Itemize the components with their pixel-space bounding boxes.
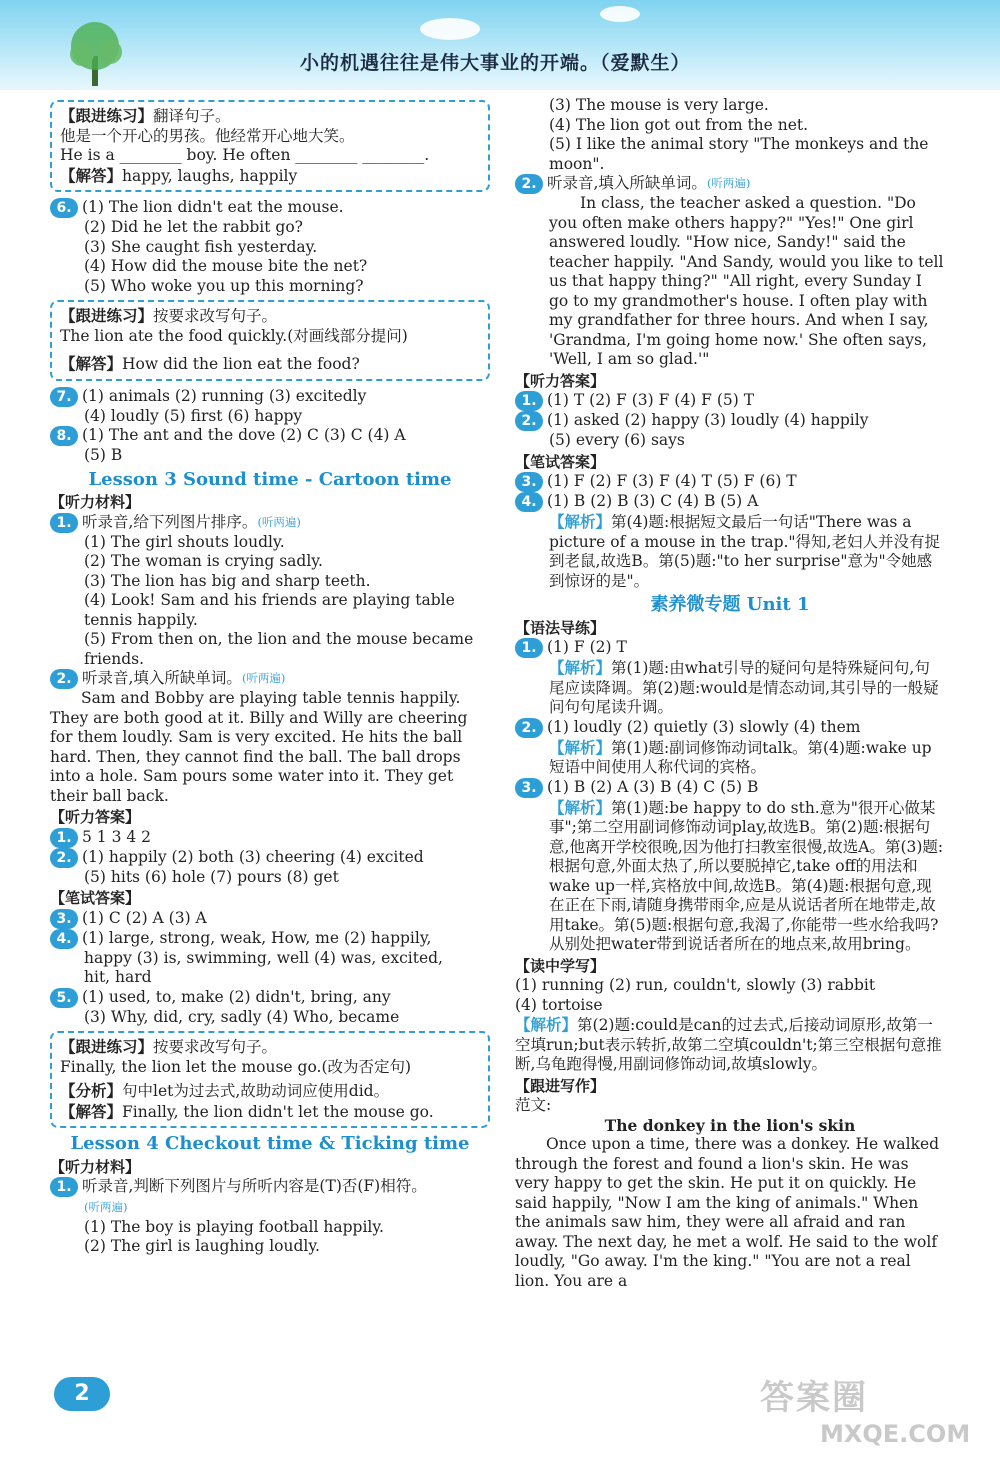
- answer-line: (3) She caught fish yesterday.: [84, 237, 318, 256]
- tree-icon: [60, 18, 130, 88]
- question-number: 1.: [515, 391, 543, 411]
- topic-title: 素养微专题 Unit 1: [650, 594, 810, 615]
- answer-line: (1) animals (2) running (3) excitedly: [82, 386, 367, 405]
- question-number: 4.: [515, 492, 543, 512]
- answer-line: (4) tortoise: [515, 995, 603, 1014]
- sample-label: 范文:: [515, 1096, 552, 1114]
- analysis-tag: 【解析】: [549, 797, 612, 817]
- answer-3: [515, 472, 945, 492]
- question-number: 2.: [515, 718, 543, 738]
- box-instruction: 翻译句子。: [153, 107, 231, 125]
- answer-1: [50, 828, 490, 848]
- question-number: 7.: [50, 387, 78, 407]
- answer-line: (3) The mouse is very large.: [549, 96, 769, 114]
- analysis-tag: 【解析】: [549, 512, 612, 531]
- analysis-tag: 【解析】: [549, 658, 612, 677]
- answer-line: (1) T (2) F (3) F (4) F (5) T: [547, 391, 755, 409]
- box-english: Finally, the lion let the mouse go.(改为否定句): [60, 1057, 412, 1076]
- answer-line: (1) The lion didn't eat the mouse.: [82, 198, 344, 216]
- cloud-icon: [420, 18, 480, 40]
- essay-text: Once upon a time, there was a donkey. He walked through the forest and found a lion's skin. He was very happy to get the skin. He put it on quickly. He said happily, "Now I am the king of animals." When the animals saw him, they were all afraid and ran away. The next day, he met a wolf. He said to the wolf loudly, "Go away. I'm the king." "You are not a real lion. You are a: [515, 1135, 940, 1290]
- answer-line: (1) C (2) A (3) A: [82, 908, 207, 927]
- section-heading: 【听力答案】: [50, 808, 141, 826]
- box-tag: 【跟进练习】: [60, 1037, 154, 1056]
- question-8: [50, 426, 490, 446]
- answer-line: (1) B (2) A (3) B (4) C (5) B: [547, 777, 759, 796]
- question-instruction: 听录音,给下列图片排序。: [82, 512, 258, 531]
- analysis-text: 第(1)题:副词修饰动词talk。第(4)题:wake up短语中间使用人称代词的宾格。: [549, 738, 932, 776]
- question-number: 3.: [515, 472, 543, 492]
- grammar-3: [515, 778, 945, 798]
- question-instruction: 听录音,填入所缺单词。: [82, 669, 242, 687]
- answer-5: [50, 988, 490, 1008]
- section-heading: 【语法导练】: [515, 618, 606, 637]
- question-number: 3.: [50, 909, 78, 929]
- answer-line: 5 1 3 4 2: [82, 827, 152, 846]
- answer-line: (1) B (2) B (3) C (4) B (5) A: [547, 492, 759, 510]
- listen-q1b: [50, 1177, 490, 1197]
- section-heading: 【读中学写】: [515, 956, 606, 975]
- listen-note: (听两遍): [257, 514, 301, 529]
- answer-line: (1) happily (2) both (3) cheering (4) excited: [82, 847, 424, 866]
- analysis-tag: 【解析】: [549, 737, 612, 757]
- answer-line: (1) running (2) run, couldn't, slowly (3) rabbit: [515, 976, 876, 994]
- answer-line: (1) The ant and the dove (2) C (3) C (4) A: [82, 426, 406, 444]
- watermark-url: MXQE.COM: [820, 1420, 971, 1448]
- header-motto: 小的机遇往往是伟大事业的开端。（爱默生）: [300, 52, 691, 74]
- answer-line: (4) loudly (5) first (6) happy: [84, 406, 303, 425]
- answer-line: (1) F (2) T: [547, 638, 627, 656]
- answer-4: [50, 929, 490, 949]
- question-number: 1.: [515, 638, 543, 658]
- essay-title: The donkey in the lion's skin: [604, 1115, 856, 1135]
- question-number: 4.: [50, 929, 78, 949]
- answer-text: Finally, the lion didn't let the mouse go.: [122, 1102, 434, 1121]
- answer-line: (4) How did the mouse bite the net?: [84, 257, 368, 275]
- question-number: 1.: [50, 1177, 78, 1197]
- answer-line: (5) hits (6) hole (7) pours (8) get: [84, 867, 339, 886]
- answer-line: (1) The girl shouts loudly.: [84, 532, 285, 551]
- box-hint: (对画线部分提问): [287, 326, 408, 345]
- answer-1: [515, 391, 945, 411]
- analysis-text: 句中let为过去式,故助动词应使用did。: [122, 1082, 390, 1100]
- answer-3: [50, 909, 490, 929]
- answer-line: (1) F (2) F (3) F (4) T (5) F (6) T: [547, 472, 797, 490]
- box-instruction: 按要求改写句子。: [153, 307, 278, 325]
- question-instruction: 听录音,判断下列图片与所听内容是(T)否(F)相符。: [82, 1177, 427, 1195]
- right-column: [515, 96, 945, 1291]
- answer-line: (2) Did he let the rabbit go?: [84, 218, 303, 236]
- answer-text: How did the lion eat the food?: [122, 355, 360, 373]
- lesson-3-title: Lesson 3 Sound time - Cartoon time: [88, 468, 452, 490]
- grammar-2: [515, 718, 945, 738]
- answer-line: (1) The boy is playing football happily.: [84, 1217, 384, 1236]
- section-heading: 【跟进写作】: [515, 1076, 606, 1095]
- box-tag: 【跟进练习】: [60, 306, 154, 325]
- answer-line: (1) asked (2) happy (3) loudly (4) happily: [547, 411, 869, 429]
- analysis-text: 第(1)题:由what引导的疑问句是特殊疑问句,句尾应读降调。第(2)题:would是情态动词,其引导的一般疑问句句尾读升调。: [549, 659, 939, 716]
- question-number: 8.: [50, 426, 78, 446]
- question-number: 1.: [50, 513, 78, 533]
- section-heading: 【听力材料】: [50, 1157, 141, 1176]
- analysis-tag: 【解析】: [515, 1015, 578, 1034]
- section-heading: 【听力材料】: [50, 493, 141, 511]
- answer-line: (3) The lion has big and sharp teeth.: [84, 571, 371, 590]
- answer-line: (1) loudly (2) quietly (3) slowly (4) them: [547, 717, 861, 736]
- answer-line: (2) The girl is laughing loudly.: [84, 1237, 320, 1255]
- answer-line: (1) large, strong, weak, How, me (2) happily,: [82, 928, 432, 947]
- follow-up-box-3: [50, 1031, 490, 1128]
- section-heading: 【笔试答案】: [50, 889, 141, 907]
- question-number: 2.: [50, 669, 78, 689]
- answer-line: happy (3) is, swimming, well (4) was, excited,: [84, 948, 443, 967]
- question-6: [50, 198, 490, 218]
- analysis-text: 第(4)题:根据短文最后一句话"There was a picture of a mouse in the trap."得知,老妇人并没有捉到老鼠,故选B。第(5)题:"to her surprise"意为"令她感到惊讶的是"。: [549, 513, 940, 590]
- analysis-text: 第(1)题:be happy to do sth.意为"很开心做某事";第二空用副词修饰动词play,故选B。第(2)题:根据句意,他离开学校很晚,因为他打扫教室很慢,故选A。第(3)题:根据句意,外面太热了,所以要脱掉它,take off的用法和wake up一样,宾格放中间,故选B。第(4)题:根据句意,现在正在下雨,请随身携带雨伞,应是从说话者所在地带走,故用take。第(5)题:根据句意,我渴了,你能带一些水给我吗?从别处把water带到说话者所在的地点来,故用bring。: [549, 798, 944, 953]
- answer-line: (5) From then on, the lion and the mouse became friends.: [84, 630, 474, 668]
- answer-2: [515, 411, 945, 431]
- box-english: The lion ate the food quickly.: [60, 326, 288, 345]
- box-instruction: 按要求改写句子。: [153, 1038, 278, 1056]
- box-chinese: 他是一个开心的男孩。他经常开心地大笑。: [60, 126, 355, 145]
- listen-q2: [50, 669, 490, 689]
- page-number: 2: [54, 1377, 110, 1411]
- listen-q1: [50, 513, 490, 533]
- question-number: 2.: [515, 174, 543, 194]
- watermark-logo: 答案圈: [760, 1378, 868, 1418]
- left-column: [50, 96, 490, 1257]
- answer-tag: 【解答】: [60, 165, 123, 185]
- header-banner: [0, 0, 1000, 90]
- grammar-1: [515, 638, 945, 658]
- question-number: 5.: [50, 988, 78, 1008]
- lesson-4-title: Lesson 4 Checkout time & Ticking time: [70, 1133, 470, 1154]
- listen-note: (听两遍): [706, 176, 751, 190]
- listen-note: (听两遍): [241, 671, 286, 685]
- analysis-text: 第(2)题:could是can的过去式,后接动词原形,故第一空填run;but表示转折,故第二空填couldn't;第三空根据句意推断,乌龟跑得慢,用副词修饰动词,故填slowly。: [515, 1016, 942, 1073]
- answer-line: (5) Who woke you up this morning?: [84, 276, 364, 295]
- question-number: 2.: [50, 848, 78, 868]
- question-7: [50, 387, 490, 407]
- analysis-tag: 【分析】: [60, 1081, 123, 1100]
- answer-line: (4) The lion got out from the net.: [549, 115, 809, 134]
- question-number: 3.: [515, 778, 543, 798]
- cloud-icon: [600, 6, 640, 22]
- answer-line: hit, hard: [84, 968, 152, 986]
- answer-line: (5) I like the animal story "The monkeys and the moon".: [549, 135, 929, 173]
- answer-text: happy, laughs, happily: [122, 166, 298, 185]
- answer-line: (3) Why, did, cry, sadly (4) Who, became: [84, 1007, 400, 1026]
- answer-line: (5) every (6) says: [549, 431, 685, 449]
- answer-line: (5) B: [84, 446, 123, 464]
- listen-q2-right: [515, 174, 945, 194]
- answer-2: [50, 848, 490, 868]
- listening-passage: In class, the teacher asked a question. "Do you often make others happy?" "Yes!" One girl answered loudly. "How nice, Sandy!" said the teacher happily. "And Sandy, would you like to tell us that happy thing?" "All right, every Sunday I go to my grandmother's house. I often play with my grandfather for three hours. And when I say, 'Grandma, I'm going home now.' She often says, 'Well, I am so glad.'": [549, 194, 944, 368]
- question-instruction: 听录音,填入所缺单词。: [547, 174, 707, 192]
- question-number: 1.: [50, 828, 78, 848]
- listening-passage: Sam and Bobby are playing table tennis happily. They are both good at it. Billy and Willy are cheering for them loudly. Sam is very excited. He hits the ball hard. Then, they cannot find the ball. The ball drops into a hole. Sam pours some water into it. They get their ball back.: [50, 689, 468, 805]
- answer-line: (2) The woman is crying sadly.: [84, 552, 323, 570]
- follow-up-box-2: [50, 300, 490, 381]
- answer-tag: 【解答】: [60, 354, 123, 373]
- question-number: 2.: [515, 411, 543, 431]
- box-english: He is a ________ boy. He often ________ ________.: [60, 146, 430, 164]
- section-heading: 【听力答案】: [515, 371, 606, 390]
- section-heading: 【笔试答案】: [515, 452, 606, 471]
- listen-note: (听两遍): [84, 1200, 128, 1214]
- answer-tag: 【解答】: [60, 1101, 123, 1121]
- box-tag: 【跟进练习】: [60, 106, 154, 125]
- answer-line: (1) used, to, make (2) didn't, bring, any: [82, 987, 391, 1006]
- follow-up-box-1: [50, 100, 490, 192]
- answer-line: (4) Look! Sam and his friends are playing table tennis happily.: [84, 591, 455, 629]
- question-number: 6.: [50, 198, 78, 218]
- answer-4: [515, 492, 945, 512]
